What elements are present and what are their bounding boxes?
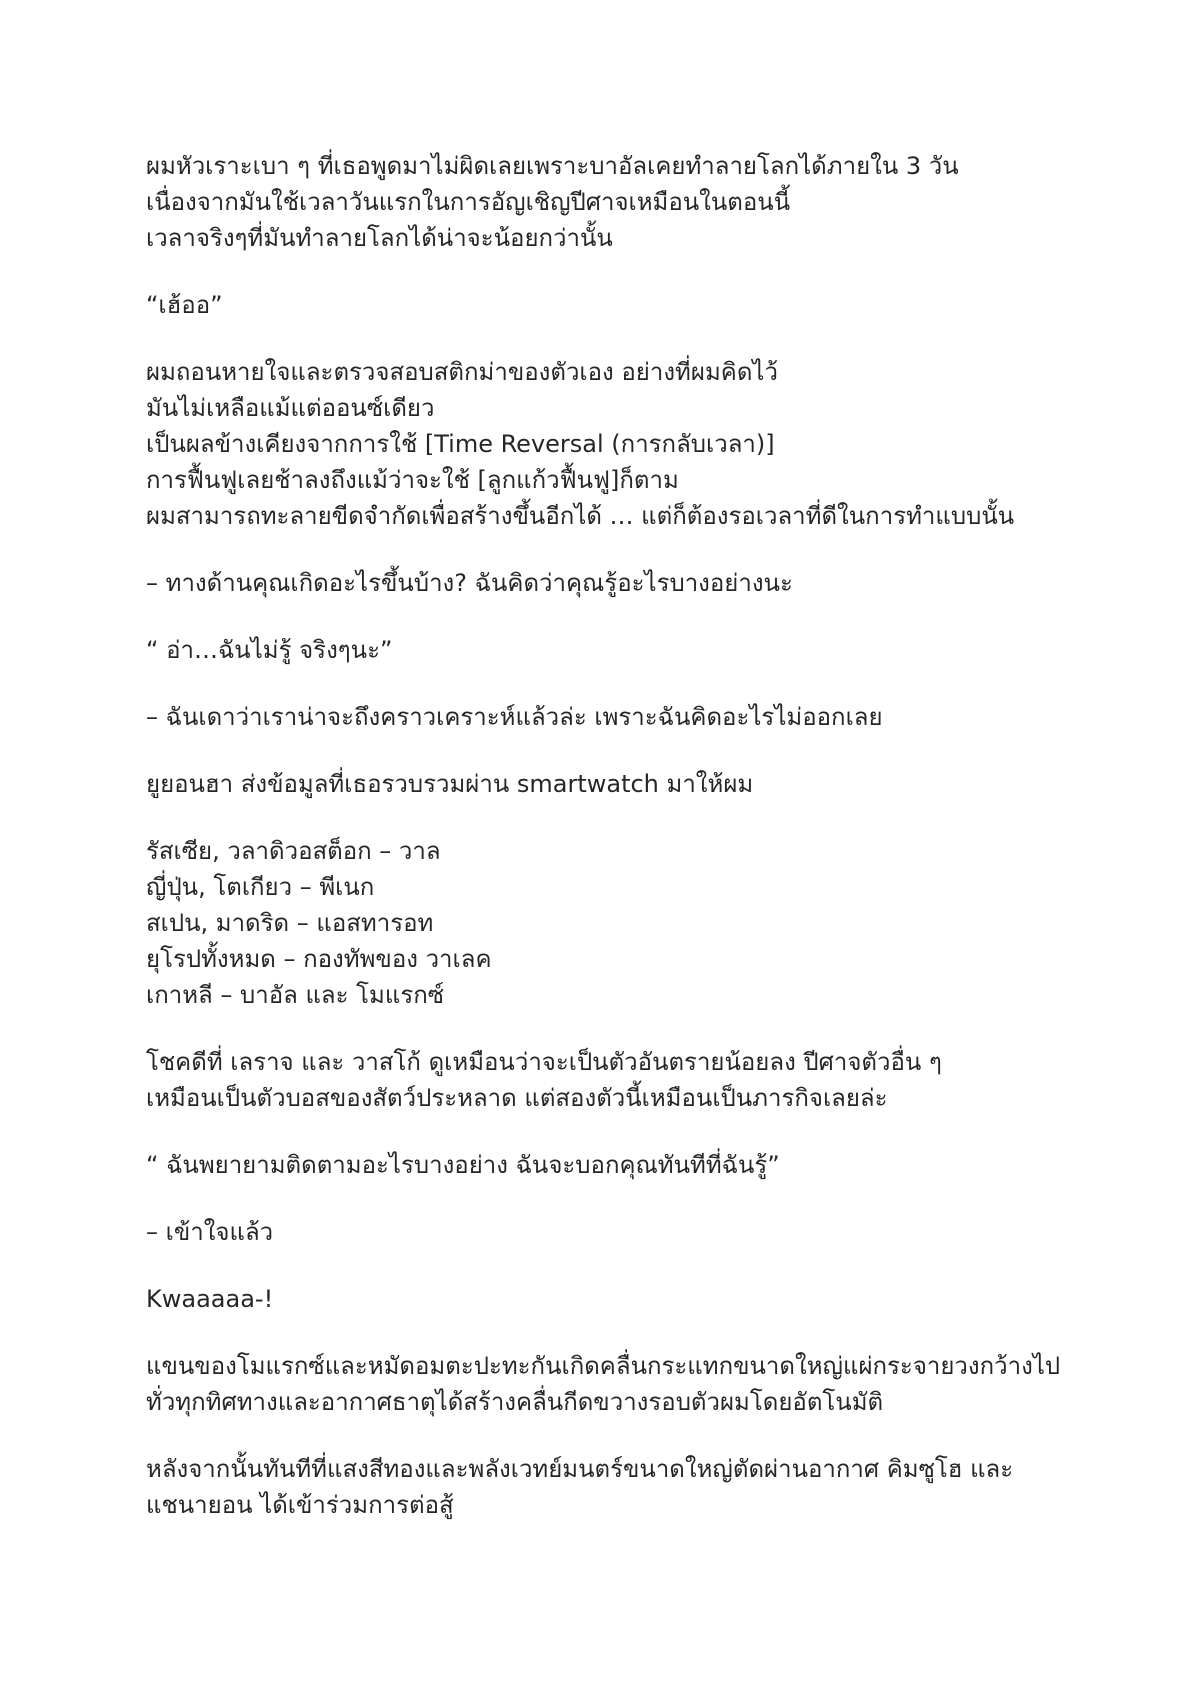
document-body [146,148,1076,1554]
paragraph [146,632,1076,668]
paragraph [146,766,1076,802]
text-line: ญี่ปุ่น, โตเกียว – พีเนก [146,873,375,901]
text-line: การฟื้นฟูเลยช้าลงถึงแม้ว่าจะใช้ [ลูกแก้วฟื้นฟู]ก็ตาม [146,466,679,494]
text-line: มันไม่เหลือแม้แต่ออนซ์เดียว [146,394,435,422]
text-line: รัสเซีย, วลาดิวอสต็อก – วาล [146,837,441,865]
paragraph [146,287,1076,323]
text-line: เวลาจริงๆที่มันทำลายโลกได้น่าจะน้อยกว่านั้น [146,224,613,252]
paragraph [146,1451,1076,1523]
text-line: เหมือนเป็นตัวบอสของสัตว์ประหลาด แต่สองตัวนี้เหมือนเป็นภารกิจเลยล่ะ [146,1084,888,1112]
text-line: ยุโรปทั้งหมด – กองทัพของ วาเลค [146,945,492,973]
text-line: “เฮ้ออ” [146,291,223,319]
text-line: Kwaaaaa-! [146,1285,274,1313]
text-line: แชนายอน ได้เข้าร่วมการต่อสู้ [146,1491,454,1519]
text-line: เกาหลี – บาอัล และ โมแรกซ์ [146,981,445,1009]
text-line: ยูยอนฮา ส่งข้อมูลที่เธอรวบรวมผ่าน smartwatch มาให้ผม [146,770,754,798]
text-line: เนื่องจากมันใช้เวลาวันแรกในการอัญเชิญปีศาจเหมือนในตอนนี้ [146,188,791,216]
paragraph [146,1348,1076,1420]
text-line: สเปน, มาดริด – แอสทารอท [146,909,434,937]
paragraph [146,148,1076,256]
text-line: – ทางด้านคุณเกิดอะไรขึ้นบ้าง? ฉันคิดว่าคุณรู้อะไรบางอย่างนะ [146,569,793,597]
text-line: เป็นผลข้างเคียงจากการใช้ [Time Reversal (การกลับเวลา)] [146,430,775,458]
text-line: แขนของโมแรกซ์และหมัดอมตะปะทะกันเกิดคลื่นกระแทกขนาดใหญ่แผ่กระจายวงกว้างไป [146,1352,1061,1380]
text-line: ผมสามารถทะลายขีดจำกัดเพื่อสร้างขึ้นอีกได้ … แต่ก็ต้องรอเวลาที่ดีในการทำแบบนั้น [146,502,1015,530]
text-line: โชคดีที่ เลราจ และ วาสโก้ ดูเหมือนว่าจะเป็นตัวอันตรายน้อยลง ปีศาจตัวอื่น ๆ [146,1048,942,1076]
text-line: “ ฉันพยายามติดตามอะไรบางอย่าง ฉันจะบอกคุณทันทีที่ฉันรู้” [146,1151,780,1179]
paragraph [146,565,1076,601]
paragraph [146,354,1076,534]
text-line: – ฉันเดาว่าเราน่าจะถึงคราวเคราะห์แล้วล่ะ เพราะฉันคิดอะไรไม่ออกเลย [146,703,883,731]
text-line: ผมถอนหายใจและตรวจสอบสติกม่าของตัวเอง อย่างที่ผมคิดไว้ [146,358,778,386]
text-line: “ อ่า…ฉันไม่รู้ จริงๆนะ” [146,636,393,664]
paragraph [146,1147,1076,1183]
paragraph [146,1214,1076,1250]
text-line: ผมหัวเราะเบา ๆ ที่เธอพูดมาไม่ผิดเลยเพราะบาอัลเคยทำลายโลกได้ภายใน 3 วัน [146,152,959,180]
paragraph [146,833,1076,1013]
paragraph [146,699,1076,735]
text-line: – เข้าใจแล้ว [146,1218,274,1246]
paragraph [146,1281,1076,1317]
text-line: ทั่วทุกทิศทางและอากาศธาตุได้สร้างคลื่นกีดขวางรอบตัวผมโดยอัตโนมัติ [146,1388,884,1416]
paragraph [146,1044,1076,1116]
text-line: หลังจากนั้นทันทีที่แสงสีทองและพลังเวทย์มนตร์ขนาดใหญ่ตัดผ่านอากาศ คิมซูโฮ และ [146,1455,1014,1483]
